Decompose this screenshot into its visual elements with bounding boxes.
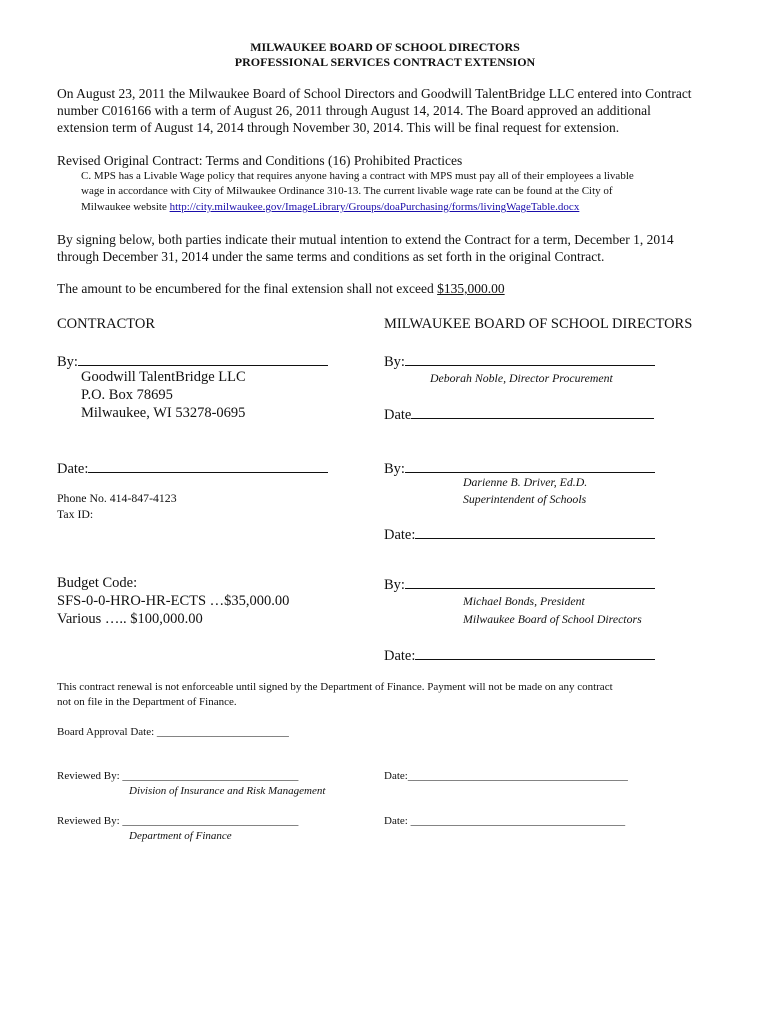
document-title: MILWAUKEE BOARD OF SCHOOL DIRECTORS: [250, 40, 520, 54]
revised-line-3-prefix: Milwaukee website: [81, 201, 170, 213]
revised-line-1: C. MPS has a Livable Wage policy that requires anyone having a contract with MPS must pay all of their employees a livable: [81, 170, 634, 182]
signing-line-2: through December 31, 2014 under the same terms and conditions as set forth in the original Contract.: [57, 249, 605, 264]
reviewed-by-1[interactable]: Reviewed By: ________________________________: [57, 770, 299, 782]
board-date-line-2[interactable]: [415, 524, 655, 539]
board-signature-line-2[interactable]: [405, 458, 655, 473]
contractor-date-row: [57, 458, 328, 478]
board-heading: MILWAUKEE BOARD OF SCHOOL DIRECTORS: [384, 316, 693, 332]
document-subtitle: PROFESSIONAL SERVICES CONTRACT EXTENSION: [234, 55, 536, 69]
contractor-heading: CONTRACTOR: [57, 316, 156, 332]
board-date-row-2: [384, 524, 655, 544]
contractor-address-1: P.O. Box 78695: [81, 387, 173, 403]
signer-3-name: Michael Bonds, President: [463, 594, 585, 608]
contractor-phone: Phone No. 414-847-4123: [57, 491, 177, 505]
signer-2-title: Superintendent of Schools: [463, 492, 587, 506]
contractor-tax-id: Tax ID:: [57, 507, 94, 521]
board-by-label-2: By:: [384, 461, 405, 477]
reviewed-date-1[interactable]: Date:________________________________________: [384, 770, 628, 782]
finance-notice-2: not on file in the Department of Finance.: [57, 696, 237, 708]
contractor-date-label: Date:: [57, 461, 89, 477]
amount-line: [57, 281, 505, 297]
contractor-date-line[interactable]: [88, 458, 328, 473]
reviewed-date-2[interactable]: Date: _______________________________________: [384, 815, 626, 827]
board-date-line-3[interactable]: [415, 645, 655, 660]
revised-line-2: wage in accordance with City of Milwaukee Ordinance 310-13. The current livable wage rate can be found at the City of: [81, 185, 613, 197]
finance-notice-1: This contract renewal is not enforceable until signed by the Department of Finance. Payment will not be made on any contract: [57, 681, 613, 693]
board-date-label-2: Date:: [384, 527, 416, 543]
revised-heading: Revised Original Contract: Terms and Conditions (16) Prohibited Practices: [57, 153, 463, 168]
board-date-row-3: [384, 645, 655, 665]
signer-3-title: Milwaukee Board of School Directors: [463, 612, 642, 626]
intro-line-3: extension term of August 14, 2014 through November 30, 2014. This will be final request for extension.: [57, 120, 620, 135]
amount-value: $135,000.00: [437, 281, 505, 296]
board-date-label-1: Date: [384, 407, 412, 423]
signing-line-1: By signing below, both parties indicate their mutual intention to extend the Contract for a term, December 1, 2014: [57, 232, 674, 247]
board-date-line-1[interactable]: [411, 404, 654, 419]
board-signature-row-3: [384, 574, 655, 594]
amount-prefix: The amount to be encumbered for the final extension shall not exceed: [57, 281, 438, 296]
budget-code-1: SFS-0-0-HRO-HR-ECTS …$35,000.00: [57, 593, 290, 609]
budget-code-2: Various ….. $100,000.00: [57, 611, 203, 627]
contractor-by-label: By:: [57, 354, 78, 370]
signer-1-name: Deborah Noble, Director Procurement: [430, 371, 613, 385]
board-date-row-1: [384, 404, 654, 424]
board-date-label-3: Date:: [384, 648, 416, 664]
contractor-name: Goodwill TalentBridge LLC: [81, 369, 246, 385]
livable-wage-link[interactable]: http://city.milwaukee.gov/ImageLibrary/Groups/doaPurchasing/forms/livingWageTable.docx: [169, 201, 580, 213]
budget-code-label: Budget Code:: [57, 575, 138, 591]
board-by-label-1: By:: [384, 354, 405, 370]
board-approval-date[interactable]: Board Approval Date: ________________________: [57, 726, 289, 738]
contractor-address-2: Milwaukee, WI 53278-0695: [81, 405, 246, 421]
board-by-label-3: By:: [384, 577, 405, 593]
reviewed-by-2[interactable]: Reviewed By: ________________________________: [57, 815, 299, 827]
revised-line-3: [81, 200, 579, 215]
signer-2-name: Darienne B. Driver, Ed.D.: [463, 475, 588, 489]
board-signature-row-1: [384, 351, 655, 371]
board-signature-line-1[interactable]: [405, 351, 655, 366]
reviewed-dept-2: Department of Finance: [129, 830, 232, 842]
intro-line-1: On August 23, 2011 the Milwaukee Board of School Directors and Goodwill TalentBridge LLC entered into Contract: [57, 86, 692, 101]
reviewed-dept-1: Division of Insurance and Risk Management: [129, 785, 326, 797]
board-signature-line-3[interactable]: [405, 574, 655, 589]
contractor-signature-line[interactable]: [78, 351, 328, 366]
intro-line-2: number C016166 with a term of August 26, 2011 through August 14, 2014. The Board approved an additional: [57, 103, 651, 118]
